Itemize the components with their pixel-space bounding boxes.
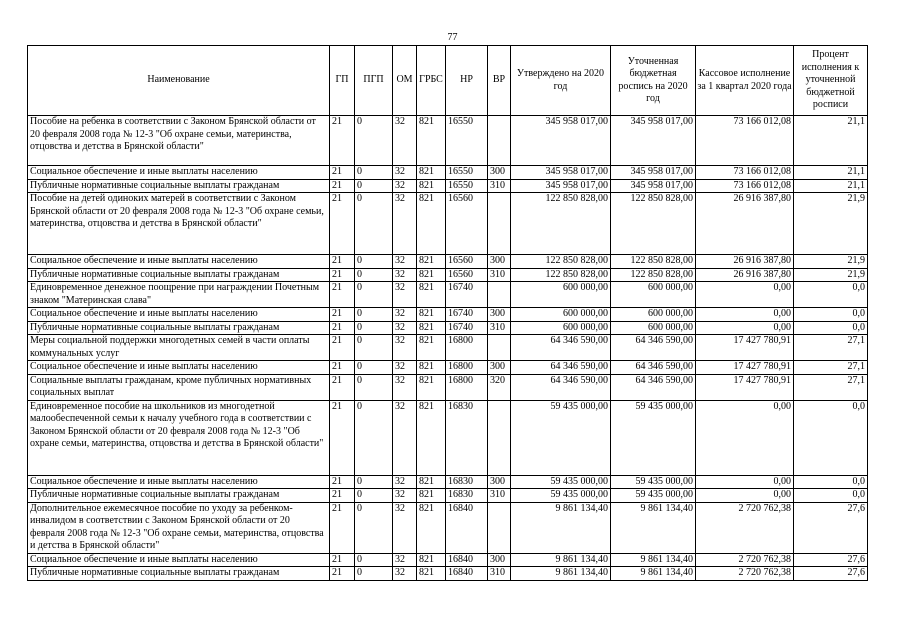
cell-om: 32 bbox=[393, 268, 417, 282]
cell-pgp: 0 bbox=[355, 567, 393, 581]
header-om: ОМ bbox=[393, 46, 417, 116]
cell-pgp: 0 bbox=[355, 282, 393, 308]
cell-vr: 300 bbox=[488, 475, 511, 489]
table-row bbox=[28, 567, 868, 581]
table-row bbox=[28, 400, 868, 475]
cell-percent: 27,1 bbox=[794, 374, 868, 400]
cell-gp: 21 bbox=[330, 282, 355, 308]
cell-name: Социальное обеспечение и иные выплаты населению bbox=[28, 255, 330, 269]
cell-grbs: 821 bbox=[417, 308, 446, 322]
cell-approved: 122 850 828,00 bbox=[511, 255, 611, 269]
page-number: 77 bbox=[447, 32, 458, 43]
cell-om: 32 bbox=[393, 489, 417, 503]
header-cash: Кассовое исполнение за 1 квартал 2020 года bbox=[696, 46, 794, 116]
cell-approved: 64 346 590,00 bbox=[511, 361, 611, 375]
cell-vr bbox=[488, 282, 511, 308]
cell-np: 16740 bbox=[446, 321, 488, 335]
cell-np: 16560 bbox=[446, 193, 488, 255]
cell-om: 32 bbox=[393, 475, 417, 489]
cell-grbs: 821 bbox=[417, 374, 446, 400]
header-pgp: ПГП bbox=[355, 46, 393, 116]
cell-refined: 59 435 000,00 bbox=[611, 489, 696, 503]
cell-name: Публичные нормативные социальные выплаты гражданам bbox=[28, 567, 330, 581]
cell-om: 32 bbox=[393, 255, 417, 269]
cell-vr bbox=[488, 116, 511, 166]
cell-om: 32 bbox=[393, 374, 417, 400]
table-row bbox=[28, 116, 868, 166]
cell-percent: 21,9 bbox=[794, 255, 868, 269]
cell-vr: 300 bbox=[488, 255, 511, 269]
cell-percent: 21,1 bbox=[794, 179, 868, 193]
cell-cash: 0,00 bbox=[696, 475, 794, 489]
cell-gp: 21 bbox=[330, 553, 355, 567]
cell-np: 16740 bbox=[446, 282, 488, 308]
cell-vr: 300 bbox=[488, 553, 511, 567]
cell-refined: 64 346 590,00 bbox=[611, 335, 696, 361]
table-row bbox=[28, 475, 868, 489]
cell-grbs: 821 bbox=[417, 361, 446, 375]
cell-cash: 2 720 762,38 bbox=[696, 502, 794, 553]
cell-percent: 21,9 bbox=[794, 268, 868, 282]
cell-pgp: 0 bbox=[355, 502, 393, 553]
cell-np: 16560 bbox=[446, 255, 488, 269]
table-body bbox=[28, 116, 868, 581]
cell-gp: 21 bbox=[330, 400, 355, 475]
cell-pgp: 0 bbox=[355, 335, 393, 361]
cell-percent: 0,0 bbox=[794, 321, 868, 335]
cell-name: Социальные выплаты гражданам, кроме публичных нормативных социальных выплат bbox=[28, 374, 330, 400]
cell-om: 32 bbox=[393, 321, 417, 335]
cell-approved: 64 346 590,00 bbox=[511, 335, 611, 361]
cell-cash: 17 427 780,91 bbox=[696, 374, 794, 400]
cell-name: Меры социальной поддержки многодетных семей в части оплаты коммунальных услуг bbox=[28, 335, 330, 361]
cell-pgp: 0 bbox=[355, 255, 393, 269]
cell-cash: 73 166 012,08 bbox=[696, 179, 794, 193]
cell-refined: 9 861 134,40 bbox=[611, 502, 696, 553]
cell-percent: 21,1 bbox=[794, 116, 868, 166]
cell-gp: 21 bbox=[330, 361, 355, 375]
cell-om: 32 bbox=[393, 116, 417, 166]
cell-grbs: 821 bbox=[417, 475, 446, 489]
cell-pgp: 0 bbox=[355, 193, 393, 255]
cell-approved: 64 346 590,00 bbox=[511, 374, 611, 400]
cell-cash: 0,00 bbox=[696, 282, 794, 308]
cell-grbs: 821 bbox=[417, 400, 446, 475]
cell-name: Социальное обеспечение и иные выплаты населению bbox=[28, 361, 330, 375]
cell-name: Единовременное пособие на школьников из многодетной малообеспеченной семьи к началу учебного года в соответствии с Законом Брянской области от 20 февраля 2008 года № 12-3 "Об охране семьи, материнства, отцовства и детства в Брянской области" bbox=[28, 400, 330, 475]
cell-om: 32 bbox=[393, 282, 417, 308]
cell-name: Пособие на детей одиноких матерей в соответствии с Законом Брянской области от 20 февраля 2008 года № 12-3 "Об охране семьи, материнства, отцовства и детства в Брянской области" bbox=[28, 193, 330, 255]
cell-refined: 600 000,00 bbox=[611, 308, 696, 322]
cell-refined: 345 958 017,00 bbox=[611, 179, 696, 193]
cell-pgp: 0 bbox=[355, 179, 393, 193]
cell-refined: 9 861 134,40 bbox=[611, 567, 696, 581]
cell-np: 16800 bbox=[446, 361, 488, 375]
cell-approved: 9 861 134,40 bbox=[511, 553, 611, 567]
cell-np: 16560 bbox=[446, 268, 488, 282]
cell-vr: 300 bbox=[488, 308, 511, 322]
table-row bbox=[28, 179, 868, 193]
cell-refined: 122 850 828,00 bbox=[611, 268, 696, 282]
cell-percent: 0,0 bbox=[794, 475, 868, 489]
cell-vr: 300 bbox=[488, 361, 511, 375]
cell-grbs: 821 bbox=[417, 193, 446, 255]
cell-gp: 21 bbox=[330, 374, 355, 400]
budget-execution-table bbox=[27, 45, 868, 581]
cell-pgp: 0 bbox=[355, 489, 393, 503]
cell-gp: 21 bbox=[330, 489, 355, 503]
cell-gp: 21 bbox=[330, 255, 355, 269]
cell-grbs: 821 bbox=[417, 489, 446, 503]
cell-name: Пособие на ребенка в соответствии с Законом Брянской области от 20 февраля 2008 года № 12-3 "Об охране семьи, материнства, отцовства и детства в Брянской области" bbox=[28, 116, 330, 166]
cell-grbs: 821 bbox=[417, 553, 446, 567]
table-row bbox=[28, 502, 868, 553]
cell-approved: 59 435 000,00 bbox=[511, 489, 611, 503]
cell-grbs: 821 bbox=[417, 179, 446, 193]
cell-cash: 26 916 387,80 bbox=[696, 268, 794, 282]
table-row bbox=[28, 282, 868, 308]
cell-gp: 21 bbox=[330, 166, 355, 180]
cell-name: Социальное обеспечение и иные выплаты населению bbox=[28, 475, 330, 489]
cell-percent: 27,1 bbox=[794, 361, 868, 375]
cell-name: Публичные нормативные социальные выплаты гражданам bbox=[28, 268, 330, 282]
cell-grbs: 821 bbox=[417, 567, 446, 581]
cell-name: Публичные нормативные социальные выплаты гражданам bbox=[28, 179, 330, 193]
cell-cash: 2 720 762,38 bbox=[696, 553, 794, 567]
cell-refined: 64 346 590,00 bbox=[611, 361, 696, 375]
cell-name: Социальное обеспечение и иные выплаты населению bbox=[28, 308, 330, 322]
table-row bbox=[28, 489, 868, 503]
cell-refined: 9 861 134,40 bbox=[611, 553, 696, 567]
cell-cash: 73 166 012,08 bbox=[696, 166, 794, 180]
cell-approved: 122 850 828,00 bbox=[511, 193, 611, 255]
cell-gp: 21 bbox=[330, 502, 355, 553]
cell-np: 16550 bbox=[446, 116, 488, 166]
cell-np: 16800 bbox=[446, 374, 488, 400]
cell-approved: 600 000,00 bbox=[511, 321, 611, 335]
cell-approved: 600 000,00 bbox=[511, 308, 611, 322]
cell-np: 16740 bbox=[446, 308, 488, 322]
cell-cash: 0,00 bbox=[696, 400, 794, 475]
cell-vr: 310 bbox=[488, 179, 511, 193]
cell-grbs: 821 bbox=[417, 282, 446, 308]
cell-vr bbox=[488, 400, 511, 475]
cell-refined: 600 000,00 bbox=[611, 282, 696, 308]
cell-gp: 21 bbox=[330, 179, 355, 193]
cell-pgp: 0 bbox=[355, 268, 393, 282]
cell-cash: 0,00 bbox=[696, 489, 794, 503]
cell-name: Публичные нормативные социальные выплаты гражданам bbox=[28, 489, 330, 503]
cell-refined: 64 346 590,00 bbox=[611, 374, 696, 400]
cell-vr: 310 bbox=[488, 321, 511, 335]
cell-approved: 9 861 134,40 bbox=[511, 502, 611, 553]
cell-om: 32 bbox=[393, 166, 417, 180]
cell-pgp: 0 bbox=[355, 321, 393, 335]
cell-grbs: 821 bbox=[417, 502, 446, 553]
table-row bbox=[28, 361, 868, 375]
cell-gp: 21 bbox=[330, 116, 355, 166]
cell-percent: 0,0 bbox=[794, 489, 868, 503]
cell-gp: 21 bbox=[330, 567, 355, 581]
cell-om: 32 bbox=[393, 567, 417, 581]
cell-gp: 21 bbox=[330, 308, 355, 322]
cell-np: 16830 bbox=[446, 475, 488, 489]
cell-name: Социальное обеспечение и иные выплаты населению bbox=[28, 166, 330, 180]
cell-percent: 27,6 bbox=[794, 553, 868, 567]
cell-om: 32 bbox=[393, 179, 417, 193]
cell-om: 32 bbox=[393, 335, 417, 361]
header-name: Наименование bbox=[28, 46, 330, 116]
cell-np: 16830 bbox=[446, 400, 488, 475]
cell-refined: 59 435 000,00 bbox=[611, 400, 696, 475]
cell-approved: 59 435 000,00 bbox=[511, 475, 611, 489]
cell-om: 32 bbox=[393, 361, 417, 375]
cell-grbs: 821 bbox=[417, 321, 446, 335]
cell-percent: 0,0 bbox=[794, 308, 868, 322]
cell-cash: 73 166 012,08 bbox=[696, 116, 794, 166]
cell-refined: 122 850 828,00 bbox=[611, 193, 696, 255]
cell-om: 32 bbox=[393, 553, 417, 567]
cell-cash: 0,00 bbox=[696, 321, 794, 335]
table-row bbox=[28, 553, 868, 567]
cell-cash: 17 427 780,91 bbox=[696, 361, 794, 375]
cell-approved: 59 435 000,00 bbox=[511, 400, 611, 475]
cell-refined: 600 000,00 bbox=[611, 321, 696, 335]
cell-np: 16840 bbox=[446, 567, 488, 581]
header-np: НР bbox=[446, 46, 488, 116]
cell-np: 16800 bbox=[446, 335, 488, 361]
cell-grbs: 821 bbox=[417, 268, 446, 282]
cell-vr: 310 bbox=[488, 268, 511, 282]
header-percent: Процент исполнения к уточненной бюджетной росписи bbox=[794, 46, 868, 116]
cell-gp: 21 bbox=[330, 268, 355, 282]
cell-approved: 345 958 017,00 bbox=[511, 116, 611, 166]
cell-vr bbox=[488, 502, 511, 553]
cell-gp: 21 bbox=[330, 321, 355, 335]
cell-approved: 345 958 017,00 bbox=[511, 166, 611, 180]
cell-pgp: 0 bbox=[355, 166, 393, 180]
header-grbs: ГРБС bbox=[417, 46, 446, 116]
cell-percent: 21,1 bbox=[794, 166, 868, 180]
cell-pgp: 0 bbox=[355, 400, 393, 475]
table-row bbox=[28, 308, 868, 322]
cell-pgp: 0 bbox=[355, 361, 393, 375]
cell-gp: 21 bbox=[330, 335, 355, 361]
cell-grbs: 821 bbox=[417, 335, 446, 361]
cell-np: 16840 bbox=[446, 502, 488, 553]
cell-om: 32 bbox=[393, 308, 417, 322]
cell-pgp: 0 bbox=[355, 116, 393, 166]
cell-refined: 345 958 017,00 bbox=[611, 166, 696, 180]
table-row bbox=[28, 268, 868, 282]
header-vr: ВР bbox=[488, 46, 511, 116]
cell-percent: 21,9 bbox=[794, 193, 868, 255]
cell-cash: 17 427 780,91 bbox=[696, 335, 794, 361]
cell-percent: 27,1 bbox=[794, 335, 868, 361]
cell-cash: 26 916 387,80 bbox=[696, 255, 794, 269]
table-row bbox=[28, 193, 868, 255]
cell-approved: 9 861 134,40 bbox=[511, 567, 611, 581]
cell-vr: 300 bbox=[488, 166, 511, 180]
table-row bbox=[28, 166, 868, 180]
cell-vr bbox=[488, 335, 511, 361]
cell-np: 16840 bbox=[446, 553, 488, 567]
header-gp: ГП bbox=[330, 46, 355, 116]
cell-grbs: 821 bbox=[417, 255, 446, 269]
cell-np: 16550 bbox=[446, 179, 488, 193]
cell-name: Социальное обеспечение и иные выплаты населению bbox=[28, 553, 330, 567]
cell-percent: 27,6 bbox=[794, 502, 868, 553]
cell-approved: 122 850 828,00 bbox=[511, 268, 611, 282]
cell-approved: 345 958 017,00 bbox=[511, 179, 611, 193]
cell-np: 16550 bbox=[446, 166, 488, 180]
cell-pgp: 0 bbox=[355, 553, 393, 567]
cell-cash: 26 916 387,80 bbox=[696, 193, 794, 255]
cell-vr: 310 bbox=[488, 489, 511, 503]
cell-gp: 21 bbox=[330, 193, 355, 255]
cell-om: 32 bbox=[393, 400, 417, 475]
cell-cash: 2 720 762,38 bbox=[696, 567, 794, 581]
cell-refined: 345 958 017,00 bbox=[611, 116, 696, 166]
cell-pgp: 0 bbox=[355, 475, 393, 489]
cell-percent: 27,6 bbox=[794, 567, 868, 581]
cell-om: 32 bbox=[393, 502, 417, 553]
cell-np: 16830 bbox=[446, 489, 488, 503]
table-row bbox=[28, 255, 868, 269]
cell-approved: 600 000,00 bbox=[511, 282, 611, 308]
table-row bbox=[28, 321, 868, 335]
cell-name: Дополнительное ежемесячное пособие по уходу за ребенком-инвалидом в соответствии с Законом Брянской области от 20 февраля 2008 года № 12-3 "Об охране семьи, материнства, отцовства и детства в Брянской области" bbox=[28, 502, 330, 553]
cell-percent: 0,0 bbox=[794, 400, 868, 475]
cell-gp: 21 bbox=[330, 475, 355, 489]
header-approved: Утверждено на 2020 год bbox=[511, 46, 611, 116]
cell-percent: 0,0 bbox=[794, 282, 868, 308]
cell-cash: 0,00 bbox=[696, 308, 794, 322]
table-row bbox=[28, 335, 868, 361]
cell-grbs: 821 bbox=[417, 166, 446, 180]
cell-pgp: 0 bbox=[355, 374, 393, 400]
table-row bbox=[28, 374, 868, 400]
cell-refined: 122 850 828,00 bbox=[611, 255, 696, 269]
cell-refined: 59 435 000,00 bbox=[611, 475, 696, 489]
header-refined: Уточненная бюджетная роспись на 2020 год bbox=[611, 46, 696, 116]
cell-vr: 310 bbox=[488, 567, 511, 581]
cell-vr bbox=[488, 193, 511, 255]
table-header-row bbox=[28, 46, 868, 116]
cell-vr: 320 bbox=[488, 374, 511, 400]
cell-pgp: 0 bbox=[355, 308, 393, 322]
cell-om: 32 bbox=[393, 193, 417, 255]
cell-name: Публичные нормативные социальные выплаты гражданам bbox=[28, 321, 330, 335]
cell-grbs: 821 bbox=[417, 116, 446, 166]
cell-name: Единовременное денежное поощрение при награждении Почетным знаком "Материнская слава" bbox=[28, 282, 330, 308]
